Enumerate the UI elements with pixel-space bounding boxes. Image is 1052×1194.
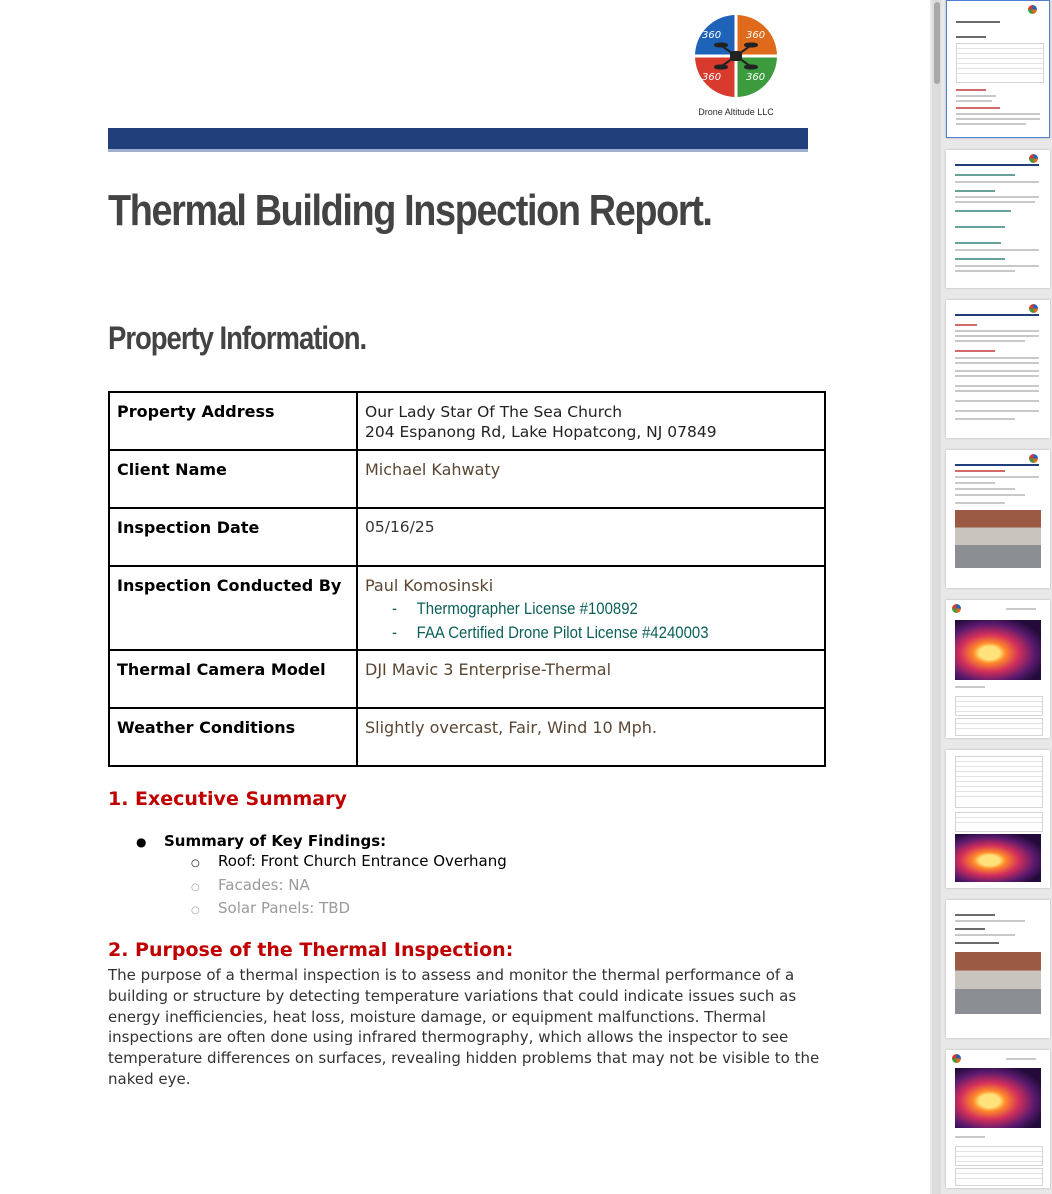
- drone-altitude-logo: [688, 10, 784, 120]
- page-thumbnail[interactable]: [946, 750, 1050, 888]
- property-information-heading: Property Information.: [108, 320, 367, 356]
- list-item: [136, 832, 507, 850]
- logo-360-badge: 360: [746, 72, 766, 83]
- executive-summary-heading: 1. Executive Summary: [108, 788, 347, 810]
- inspection-date-value: 05/16/25: [357, 508, 825, 566]
- logo-icon: [952, 1054, 961, 1063]
- page-thumbnail[interactable]: [946, 600, 1050, 738]
- photo-thumbnail: [955, 952, 1041, 1014]
- table-row: [109, 508, 825, 566]
- camera-model-label: Thermal Camera Model: [109, 650, 357, 708]
- property-information-table: [108, 391, 826, 767]
- logo-icon: [1029, 454, 1038, 463]
- license-item: - Thermographer License #100892: [392, 599, 638, 618]
- table-row: [109, 708, 825, 766]
- list-item: ○ Roof: Front Church Entrance Overhang: [191, 851, 507, 875]
- logo-360-badge: 360: [746, 30, 766, 41]
- thermal-image-thumbnail: [955, 620, 1041, 680]
- table-row: [109, 450, 825, 508]
- bullet-icon: ●: [136, 835, 147, 849]
- circle-bullet-icon: ○: [191, 858, 200, 869]
- inspection-date-label: Inspection Date: [109, 508, 357, 566]
- table-row: [109, 566, 825, 650]
- page-thumbnail-panel[interactable]: [930, 0, 1052, 1194]
- client-name-label: Client Name: [109, 450, 357, 508]
- thermal-image-thumbnail: [955, 834, 1041, 882]
- page-thumbnail[interactable]: [946, 450, 1050, 588]
- table-row: [109, 650, 825, 708]
- page-thumbnail[interactable]: [946, 0, 1050, 138]
- logo-icon: [1028, 5, 1037, 14]
- logo-360-badge: 360: [702, 30, 722, 41]
- license-item: - FAA Certified Drone Pilot License #4240003: [392, 623, 709, 642]
- logo-360-drone-icon: [688, 10, 784, 106]
- circle-bullet-icon: ○: [191, 905, 200, 916]
- logo-icon: [1029, 304, 1038, 313]
- conducted-by-value: [357, 566, 825, 650]
- page-thumbnail[interactable]: [946, 300, 1050, 438]
- page-thumbnail[interactable]: [946, 1050, 1050, 1188]
- thumbnail-scrollbar[interactable]: [932, 0, 941, 1194]
- logo-icon: [1029, 154, 1038, 163]
- scrollbar-thumb[interactable]: [934, 2, 940, 84]
- client-name-value: Michael Kahwaty: [357, 450, 825, 508]
- purpose-heading: 2. Purpose of the Thermal Inspection:: [108, 939, 514, 961]
- address-line-1: Our Lady Star Of The Sea Church: [365, 403, 623, 421]
- conducted-by-label: Inspection Conducted By: [109, 566, 357, 650]
- camera-model-value: DJI Mavic 3 Enterprise-Thermal: [357, 650, 825, 708]
- key-findings-label: Summary of Key Findings:: [164, 832, 387, 850]
- list-item: ○ Solar Panels: TBD: [191, 898, 507, 922]
- key-findings-list: [136, 832, 507, 922]
- property-address-label: Property Address: [109, 392, 357, 450]
- weather-value: Slightly overcast, Fair, Wind 10 Mph.: [357, 708, 825, 766]
- list-item: ○ Facades: NA: [191, 875, 507, 899]
- page-thumbnail[interactable]: [946, 150, 1050, 288]
- logo-icon: [952, 604, 961, 613]
- weather-label: Weather Conditions: [109, 708, 357, 766]
- findings-sublist: [191, 851, 507, 922]
- address-line-2: 204 Espanong Rd, Lake Hopatcong, NJ 07849: [365, 423, 717, 441]
- company-name: Drone Altitude LLC: [698, 107, 774, 117]
- logo-360-badge: 360: [702, 72, 722, 83]
- purpose-paragraph: The purpose of a thermal inspection is to assess and monitor the thermal performance of a building or structure by detecting temperature variations that could indicate issues such as energy inefficiencies, heat loss, moisture damage, or equipment malfunctions. Thermal inspections are often done using infrared thermography, which allows the inspector to see temperature differences on surfaces, revealing hidden problems that may not be visible to the naked eye.: [108, 966, 820, 1088]
- thermal-image-thumbnail: [955, 1068, 1041, 1128]
- inspector-name: Paul Komosinski: [365, 576, 494, 595]
- header-accent-bar: [108, 128, 808, 152]
- property-address-value: [357, 392, 825, 450]
- license-list: [365, 597, 817, 645]
- report-title: Thermal Building Inspection Report.: [108, 186, 712, 235]
- photo-thumbnail: [955, 510, 1041, 568]
- table-row: [109, 392, 825, 450]
- circle-bullet-icon: ○: [191, 881, 200, 893]
- page-thumbnail[interactable]: [946, 900, 1050, 1038]
